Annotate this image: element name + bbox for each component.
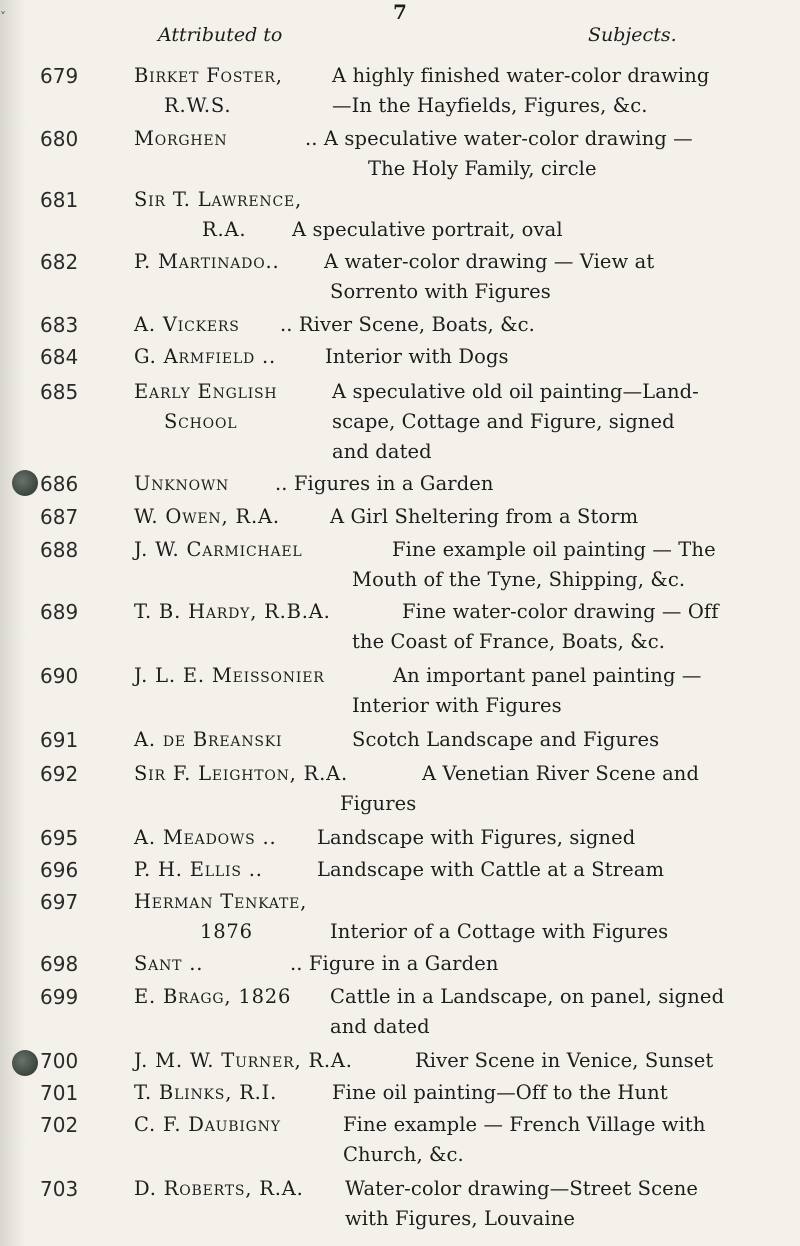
lot-subject: Fine example oil painting — The (392, 538, 716, 561)
artist-name: Birket Foster, (134, 64, 283, 87)
artist-date: 1876 (200, 920, 253, 943)
lot-subject: Interior of a Cottage with Figures (330, 920, 669, 943)
lot-entry (40, 380, 790, 463)
lot-number: 680 (40, 127, 79, 151)
lot-number: 683 (40, 313, 79, 337)
artist-name: Herman Tenkate, (134, 890, 308, 913)
lot-number: 700 (40, 1049, 79, 1073)
lot-number: 689 (40, 600, 79, 624)
artist-name: A. de Breanski (134, 728, 283, 751)
artist-name: A. Vickers (134, 313, 240, 336)
lot-number: 703 (40, 1177, 79, 1201)
lot-entry (40, 505, 790, 535)
lot-subject: A highly finished water-color drawing (332, 64, 710, 87)
lot-number: 696 (40, 858, 79, 882)
artist-name: J. M. W. Turner, R.A. (134, 1049, 353, 1072)
lot-subject: A water-color drawing — View at (324, 250, 655, 273)
lot-entry (40, 664, 790, 717)
lot-subject-continued: and dated (332, 440, 432, 463)
lot-entry (40, 313, 790, 343)
lot-subject: Water-color drawing—Street Scene (345, 1177, 699, 1200)
lot-subject: .. River Scene, Boats, &c. (280, 313, 535, 336)
lot-number: 679 (40, 64, 79, 88)
lot-subject: .. A speculative water-color drawing — (305, 127, 693, 150)
lot-number: 686 (40, 472, 79, 496)
artist-name: W. Owen, R.A. (134, 505, 280, 528)
lot-subject-continued: The Holy Family, circle (368, 157, 597, 180)
lot-subject: An important panel painting — (393, 664, 702, 687)
artist-name: E. Bragg, 1826 (134, 985, 292, 1008)
lot-number: 701 (40, 1081, 79, 1105)
lot-number: 695 (40, 826, 79, 850)
artist-name: T. Blinks, R.I. (134, 1081, 278, 1104)
artist-name: C. F. Daubigny (134, 1113, 281, 1136)
lot-subject: Scotch Landscape and Figures (352, 728, 660, 751)
artist-name-continued: R.A. (202, 218, 247, 241)
lot-entry (40, 472, 790, 502)
lot-entry (40, 600, 790, 653)
lot-subject-continued: Figures (340, 792, 417, 815)
punch-hole (12, 1050, 38, 1076)
lot-entry (40, 188, 790, 241)
lot-entry (40, 1113, 790, 1166)
lot-number: 687 (40, 505, 79, 529)
lot-subject: River Scene in Venice, Sunset (415, 1049, 714, 1072)
artist-name: A. Meadows .. (134, 826, 277, 849)
lot-subject-continued: Mouth of the Tyne, Shipping, &c. (352, 568, 686, 591)
lot-subject: .. Figures in a Garden (275, 472, 494, 495)
punch-hole (12, 470, 38, 496)
lot-subject-continued: —In the Hayfields, Figures, &c. (332, 94, 648, 117)
lot-subject: Fine water-color drawing — Off (402, 600, 719, 623)
lot-subject: .. Figure in a Garden (290, 952, 499, 975)
lot-number: 684 (40, 345, 79, 369)
lot-subject: Fine oil painting—Off to the Hunt (332, 1081, 668, 1104)
attribution-column-header: Attributed to (158, 24, 283, 46)
artist-name: P. H. Ellis .. (134, 858, 263, 881)
artist-name-continued: School (164, 410, 238, 433)
lot-subject: Landscape with Figures, signed (317, 826, 636, 849)
lot-entry (40, 890, 790, 943)
artist-name: D. Roberts, R.A. (134, 1177, 304, 1200)
lot-entry (40, 952, 790, 982)
lot-subject: A speculative portrait, oval (292, 218, 563, 241)
artist-name: J. L. E. Meissonier (134, 664, 325, 687)
lot-subject-continued: and dated (330, 1015, 430, 1038)
lot-number: 685 (40, 380, 79, 404)
artist-name: Morghen (134, 127, 228, 150)
lot-subject-continued: scape, Cottage and Figure, signed (332, 410, 675, 433)
lot-number: 681 (40, 188, 79, 212)
artist-name: P. Martinado.. (134, 250, 280, 273)
lot-subject: A speculative old oil painting—Land- (332, 380, 699, 403)
artist-name: J. W. Carmichael (134, 538, 303, 561)
lot-subject: Interior with Dogs (325, 345, 509, 368)
margin-mark: ˅ (0, 10, 6, 24)
lot-entry (40, 1049, 790, 1079)
lot-entry (40, 1177, 790, 1230)
lot-number: 682 (40, 250, 79, 274)
lot-entry (40, 250, 790, 303)
lot-subject: Cattle in a Landscape, on panel, signed (330, 985, 725, 1008)
artist-name: Sir T. Lawrence, (134, 188, 302, 211)
lot-entry (40, 64, 790, 117)
lot-entry (40, 858, 790, 888)
lot-entry (40, 985, 790, 1038)
lot-entry (40, 538, 790, 591)
lot-number: 699 (40, 985, 79, 1009)
lot-entry (40, 728, 790, 758)
artist-name: Early English (134, 380, 278, 403)
lot-subject: A Venetian River Scene and (422, 762, 700, 785)
lot-entry (40, 1081, 790, 1111)
lot-subject-continued: Sorrento with Figures (330, 280, 551, 303)
lot-number: 691 (40, 728, 79, 752)
lot-subject-continued: with Figures, Louvaine (345, 1207, 576, 1230)
lot-number: 702 (40, 1113, 79, 1137)
lot-number: 692 (40, 762, 79, 786)
lot-subject-continued: Interior with Figures (352, 694, 562, 717)
subjects-column-header: Subjects. (588, 24, 677, 46)
lot-entry (40, 826, 790, 856)
artist-name: T. B. Hardy, R.B.A. (134, 600, 331, 623)
lot-entry (40, 762, 790, 815)
lot-number: 697 (40, 890, 79, 914)
artist-name: Sant .. (134, 952, 204, 975)
lot-subject: Landscape with Cattle at a Stream (317, 858, 665, 881)
artist-name: Sir F. Leighton, R.A. (134, 762, 349, 785)
lot-subject-continued: the Coast of France, Boats, &c. (352, 630, 666, 653)
lot-subject: A Girl Sheltering from a Storm (330, 505, 639, 528)
lot-number: 690 (40, 664, 79, 688)
lot-number: 698 (40, 952, 79, 976)
lot-number: 688 (40, 538, 79, 562)
page-number: 7 (393, 0, 407, 24)
artist-name: Unknown (134, 472, 230, 495)
lot-entry (40, 345, 790, 375)
lot-subject-continued: Church, &c. (343, 1143, 464, 1166)
lot-subject: Fine example — French Village with (343, 1113, 706, 1136)
artist-name: G. Armfield .. (134, 345, 277, 368)
artist-name-continued: R.W.S. (164, 94, 232, 117)
lot-entry (40, 127, 790, 180)
